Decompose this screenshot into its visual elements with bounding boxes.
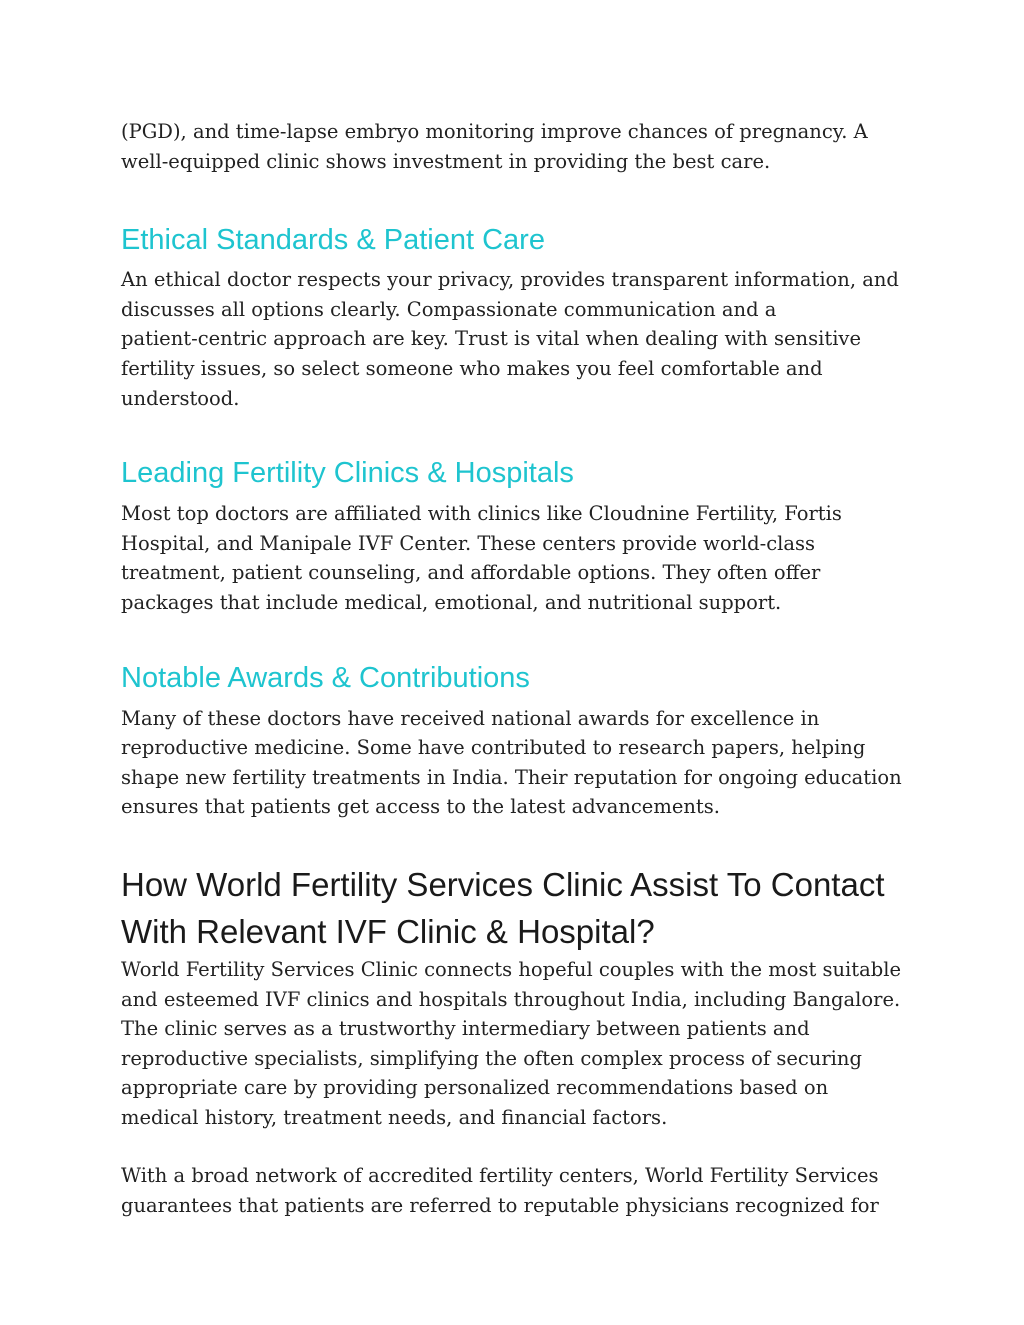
text-line: packages that include medical, emotional, and nutritional support. <box>121 590 782 614</box>
text-line: World Fertility Services Clinic connects hopeful couples with the most suitable <box>121 957 902 981</box>
text-line: and esteemed IVF clinics and hospitals throughout India, including Bangalore. <box>121 987 901 1011</box>
text-line: Many of these doctors have received national awards for excellence in <box>121 706 820 730</box>
text-line: guarantees that patients are referred to reputable physicians recognized for <box>121 1194 879 1218</box>
ethical-standards-paragraph <box>121 265 921 413</box>
text-line: discusses all options clearly. Compassionate communication and a <box>121 297 777 321</box>
ethical-standards-heading: Ethical Standards & Patient Care <box>121 224 545 257</box>
text-line: fertility issues, so select someone who makes you feel comfortable and <box>121 356 823 380</box>
leading-clinics-paragraph <box>121 499 921 617</box>
text-line: Hospital, and Manipale IVF Center. These centers provide world-class <box>121 531 816 555</box>
text-line: With a broad network of accredited fertility centers, World Fertility Services <box>121 1164 879 1188</box>
text-line: patient-centric approach are key. Trust is vital when dealing with sensitive <box>121 327 861 351</box>
notable-awards-paragraph <box>121 704 921 822</box>
world-fertility-services-paragraph <box>121 955 921 1133</box>
world-fertility-services-heading <box>121 861 921 955</box>
document-page <box>121 117 921 1221</box>
text-line: understood. <box>121 386 240 410</box>
network-paragraph <box>121 1161 921 1220</box>
text-line: medical history, treatment needs, and financial factors. <box>121 1105 668 1129</box>
text-line: well-equipped clinic shows investment in providing the best care. <box>121 149 771 173</box>
text-line: reproductive specialists, simplifying the often complex process of securing <box>121 1046 862 1070</box>
text-line: shape new fertility treatments in India. Their reputation for ongoing education <box>121 765 902 789</box>
heading-line: With Relevant IVF Clinic & Hospital? <box>121 912 655 950</box>
text-line: appropriate care by providing personalized recommendations based on <box>121 1076 829 1100</box>
text-line: The clinic serves as a trustworthy intermediary between patients and <box>121 1017 810 1041</box>
heading-line: How World Fertility Services Clinic Assist To Contact <box>121 865 885 903</box>
text-line: ensures that patients get access to the latest advancements. <box>121 795 720 819</box>
text-line: Most top doctors are affiliated with clinics like Cloudnine Fertility, Fortis <box>121 502 842 526</box>
text-line: treatment, patient counseling, and affordable options. They often offer <box>121 561 821 585</box>
leading-clinics-heading: Leading Fertility Clinics & Hospitals <box>121 457 574 490</box>
notable-awards-heading: Notable Awards & Contributions <box>121 661 530 694</box>
intro-paragraph <box>121 117 921 176</box>
text-line: An ethical doctor respects your privacy, provides transparent information, and <box>121 268 899 292</box>
text-line: reproductive medicine. Some have contributed to research papers, helping <box>121 736 866 760</box>
text-line: (PGD), and time-lapse embryo monitoring improve chances of pregnancy. A <box>121 120 868 143</box>
